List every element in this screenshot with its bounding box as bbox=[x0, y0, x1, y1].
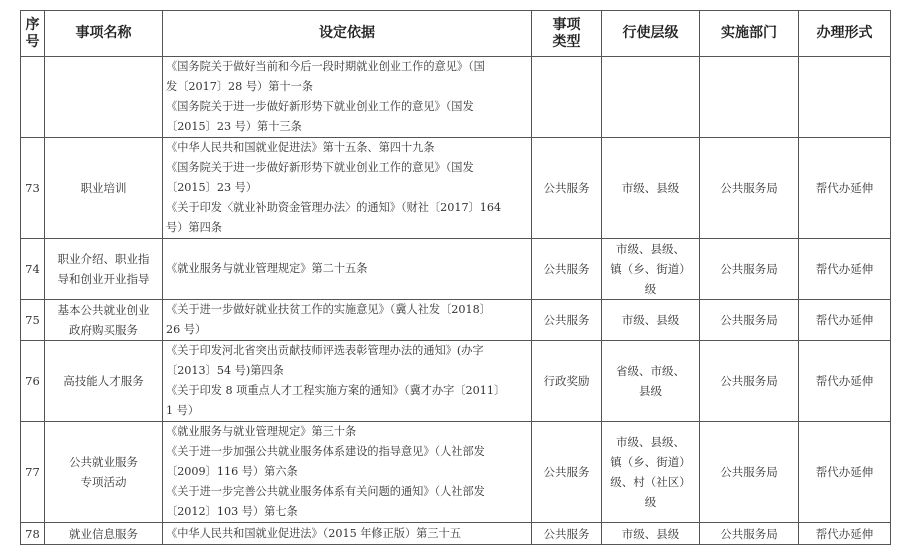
cell-line: 《关于印发河北省突出贡献技师评选表彰管理办法的通知》(办字 bbox=[166, 344, 484, 357]
cell-line: 《中华人民共和国就业促进法》（2015 年修正版）第三十五 bbox=[166, 526, 461, 540]
cell-line: 镇（乡、街道） bbox=[610, 455, 691, 469]
item-level bbox=[602, 300, 700, 341]
cell-line: 发〔2017〕28 号）第十一条 bbox=[166, 80, 313, 93]
cell-line: 《就业服务与就业管理规定》第三十条 bbox=[166, 425, 357, 438]
header-name: 事项名称 bbox=[45, 11, 163, 57]
cell-line: 《关于进一步加强公共就业服务体系建设的指导意见》（人社部发 bbox=[166, 445, 485, 458]
table-row bbox=[21, 300, 891, 341]
item-department bbox=[700, 57, 799, 138]
cell-line: 政府购买服务 bbox=[69, 323, 138, 337]
item-basis bbox=[163, 138, 532, 239]
item-department: 公共服务局 bbox=[700, 341, 799, 422]
item-number: 78 bbox=[21, 523, 45, 545]
table-row bbox=[21, 422, 891, 523]
item-number bbox=[21, 57, 45, 138]
item-number: 75 bbox=[21, 300, 45, 341]
item-level bbox=[602, 523, 700, 545]
table-row bbox=[21, 239, 891, 300]
item-level bbox=[602, 422, 700, 523]
item-handling-form: 帮代办延伸 bbox=[799, 422, 891, 523]
cell-line: 号）第四条 bbox=[166, 221, 222, 234]
header-no: 序 号 bbox=[21, 11, 45, 57]
item-basis bbox=[163, 57, 532, 138]
cell-line: 1 号） bbox=[166, 404, 200, 417]
item-type bbox=[532, 422, 602, 523]
cell-line: 行政奖励 bbox=[543, 374, 590, 388]
cell-line: 《就业服务与就业管理规定》第二十五条 bbox=[166, 262, 368, 275]
item-type bbox=[532, 341, 602, 422]
cell-line: 《关于印发 8 项重点人才工程实施方案的通知》（冀才办字〔2011〕 bbox=[166, 384, 506, 397]
item-department: 公共服务局 bbox=[700, 138, 799, 239]
item-number: 73 bbox=[21, 138, 45, 239]
item-department: 公共服务局 bbox=[700, 422, 799, 523]
cell-line: 职业介绍、职业指 bbox=[57, 252, 150, 266]
cell-line: 高技能人才服务 bbox=[63, 374, 144, 388]
item-name bbox=[45, 341, 163, 422]
cell-line: 级 bbox=[644, 282, 657, 296]
item-type bbox=[532, 523, 602, 545]
item-number: 76 bbox=[21, 341, 45, 422]
item-name bbox=[45, 239, 163, 300]
table-row bbox=[21, 341, 891, 422]
cell-line: 《国务院关于进一步做好新形势下就业创业工作的意见》（国发 bbox=[166, 161, 474, 174]
cell-line: 《国务院关于做好当前和今后一段时期就业创业工作的意见》（国 bbox=[166, 60, 485, 73]
item-basis bbox=[163, 523, 532, 545]
cell-line: 公共就业服务 bbox=[69, 455, 138, 469]
item-basis bbox=[163, 341, 532, 422]
table-row bbox=[21, 523, 891, 545]
cell-line: 〔2015〕23 号） bbox=[166, 181, 258, 194]
cell-line: 〔2013〕54 号)第四条 bbox=[166, 364, 284, 377]
cell-line: 公共服务 bbox=[543, 465, 590, 479]
item-type bbox=[532, 57, 602, 138]
cell-line: 级 bbox=[644, 495, 657, 509]
cell-line: 镇（乡、街道） bbox=[610, 262, 691, 276]
item-level bbox=[602, 239, 700, 300]
item-department: 公共服务局 bbox=[700, 300, 799, 341]
item-handling-form: 帮代办延伸 bbox=[799, 300, 891, 341]
cell-line: 省级、市级、 bbox=[616, 364, 685, 378]
item-name bbox=[45, 138, 163, 239]
cell-line: 公共服务 bbox=[543, 262, 590, 276]
cell-line: 市级、县级、 bbox=[616, 242, 685, 256]
cell-line: 就业信息服务 bbox=[69, 526, 138, 541]
header-dept: 实施部门 bbox=[700, 11, 799, 57]
cell-line: 市级、县级 bbox=[621, 181, 680, 195]
cell-line: 市级、县级 bbox=[621, 313, 680, 327]
cell-line: 公共服务 bbox=[543, 313, 590, 327]
item-number: 77 bbox=[21, 422, 45, 523]
item-level bbox=[602, 57, 700, 138]
table-body bbox=[21, 57, 891, 545]
item-type bbox=[532, 138, 602, 239]
cell-line: 职业培训 bbox=[80, 181, 127, 195]
item-basis bbox=[163, 300, 532, 341]
cell-line: 《中华人民共和国就业促进法》第十五条、第四十九条 bbox=[166, 141, 435, 154]
table-row bbox=[21, 57, 891, 138]
cell-line: 《关于进一步做好就业扶贫工作的实施意见》（冀人社发〔2018〕 bbox=[166, 303, 491, 316]
item-department: 公共服务局 bbox=[700, 523, 799, 545]
cell-line: 公共服务 bbox=[543, 181, 590, 195]
service-items-table bbox=[20, 10, 891, 545]
cell-line: 专项活动 bbox=[80, 475, 127, 489]
item-type bbox=[532, 239, 602, 300]
cell-line: 市级、县级 bbox=[621, 526, 680, 541]
header-basis: 设定依据 bbox=[163, 11, 532, 57]
cell-line: 《国务院关于进一步做好新形势下就业创业工作的意见》（国发 bbox=[166, 100, 474, 113]
cell-line: 县级 bbox=[639, 384, 662, 398]
header-level: 行使层级 bbox=[602, 11, 700, 57]
cell-line: 〔2009〕116 号）第六条 bbox=[166, 465, 298, 478]
cell-line: 《关于进一步完善公共就业服务体系有关问题的通知》（人社部发 bbox=[166, 485, 485, 498]
cell-line: 导和创业开业指导 bbox=[57, 272, 150, 286]
item-level bbox=[602, 138, 700, 239]
item-name bbox=[45, 57, 163, 138]
item-department: 公共服务局 bbox=[700, 239, 799, 300]
cell-line: 〔2015〕23 号）第十三条 bbox=[166, 120, 302, 133]
cell-line: 〔2012〕103 号）第七条 bbox=[166, 505, 298, 518]
cell-line: 基本公共就业创业 bbox=[57, 303, 150, 317]
item-basis bbox=[163, 422, 532, 523]
item-name bbox=[45, 523, 163, 545]
cell-line: 级、村（社区） bbox=[610, 475, 691, 489]
cell-line: 市级、县级、 bbox=[616, 435, 685, 449]
header-type: 事项 类型 bbox=[532, 11, 602, 57]
item-name bbox=[45, 422, 163, 523]
item-basis bbox=[163, 239, 532, 300]
cell-line: 公共服务 bbox=[543, 526, 590, 541]
item-number: 74 bbox=[21, 239, 45, 300]
cell-line: 26 号） bbox=[166, 323, 207, 336]
cell-line: 《关于印发〈就业补助资金管理办法〉的通知》（财社〔2017〕164 bbox=[166, 201, 502, 214]
item-handling-form: 帮代办延伸 bbox=[799, 138, 891, 239]
header-row bbox=[21, 11, 891, 57]
item-handling-form: 帮代办延伸 bbox=[799, 239, 891, 300]
header-form: 办理形式 bbox=[799, 11, 891, 57]
item-type bbox=[532, 300, 602, 341]
item-handling-form bbox=[799, 57, 891, 138]
item-name bbox=[45, 300, 163, 341]
item-handling-form: 帮代办延伸 bbox=[799, 523, 891, 545]
item-level bbox=[602, 341, 700, 422]
item-handling-form: 帮代办延伸 bbox=[799, 341, 891, 422]
table-row bbox=[21, 138, 891, 239]
